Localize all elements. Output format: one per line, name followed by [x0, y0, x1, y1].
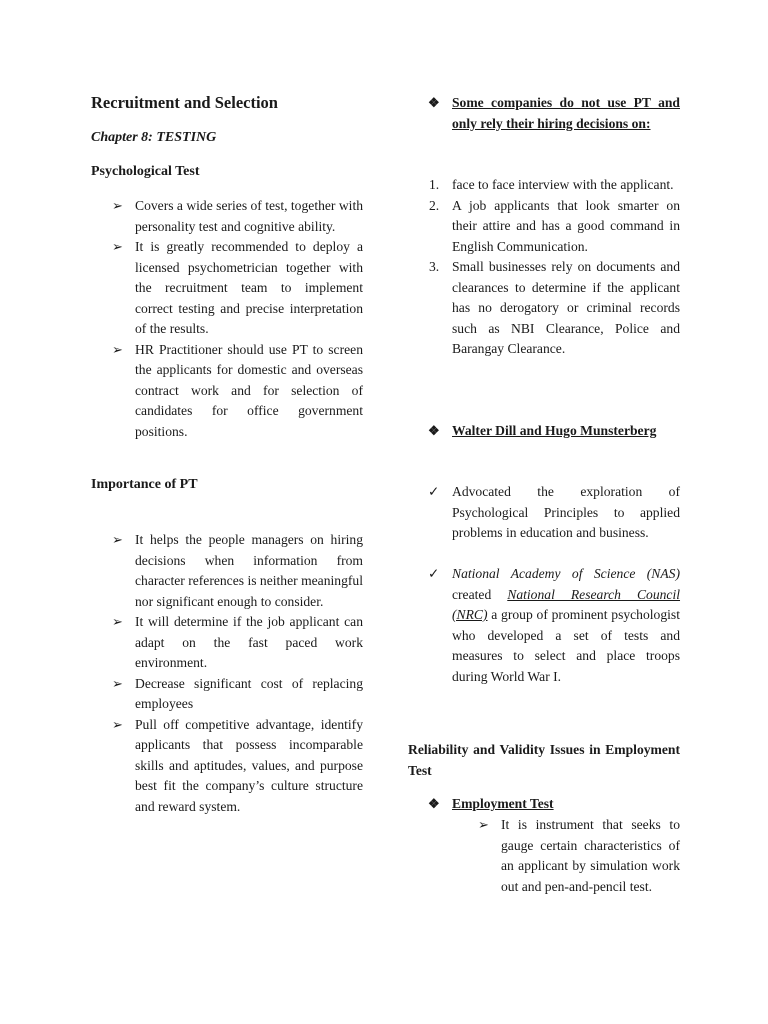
check-icon: ✓: [428, 566, 440, 581]
arrow-bullet-icon: ➢: [112, 341, 123, 357]
nrc-text: National Research Council (NRC): [452, 586, 681, 622]
list-item: ➢ HR Practitioner should use PT to screen the applicants for domestic and overseas contract work and for selection of candidates for office government positions.: [112, 341, 363, 439]
diamond-bullet-icon: ❖: [428, 95, 440, 110]
importance-of-pt-heading: Importance of PT: [91, 477, 198, 492]
list-item: 2. A job applicants that look smarter on their attire and has a good command in English Communication.: [429, 197, 680, 254]
arrow-bullet-icon: ➢: [112, 716, 123, 732]
psychological-test-heading: Psychological Test: [91, 164, 200, 179]
no-pt-list: [408, 175, 680, 360]
list-item: ➢ It is greatly recommended to deploy a licensed psychometrician together with the recruitment team to implement correct testing and precise interpretation of the results.: [112, 239, 363, 336]
psychological-test-list: [91, 196, 363, 442]
diamond-bullet-icon: ❖: [428, 423, 440, 438]
no-pt-heading: ❖ Some companies do not use PT and only rely their hiring decisions on:: [428, 95, 680, 131]
chapter-heading: Chapter 8: TESTING: [91, 130, 217, 145]
page-title: Recruitment and Selection: [91, 93, 278, 112]
importance-of-pt-list: [91, 530, 363, 817]
list-item: ➢ Covers a wide series of test, together with personality test and cognitive ability.: [112, 198, 364, 234]
list-item: ➢ It helps the people managers on hiring decisions when information from character references is neither meaningful nor significant enough to consider.: [112, 532, 363, 609]
list-item: ➢ Decrease significant cost of replacing employees: [112, 675, 363, 711]
item-number: 1.: [429, 177, 440, 192]
list-item: ➢ It will determine if the job applicant can adapt on the fast paced work environment.: [112, 614, 363, 670]
reliability-validity-heading: Reliability and Validity Issues in Employment Test: [408, 742, 680, 778]
nas-text: National Academy of Science (NAS): [452, 566, 680, 581]
list-item: ➢ Pull off competitive advantage, identify applicants that possess incomparable skills and aptitudes, values, and purpose best fit the company’s culture structure and reward system.: [112, 716, 363, 814]
arrow-bullet-icon: ➢: [112, 614, 123, 629]
arrow-bullet-icon: ➢: [112, 532, 123, 547]
check-item-nas: ✓ National Academy of Science (NAS) created National Research Council (NRC) a group of prominent psychologist who developed a set of tests and measures to select and place troops during World War I.: [428, 566, 681, 684]
diamond-bullet-icon: ❖: [428, 796, 440, 811]
walter-dill-heading: ❖ Walter Dill and Hugo Munsterberg: [408, 421, 680, 442]
arrow-bullet-icon: ➢: [478, 817, 489, 832]
employment-test-item: ➢ It is instrument that seeks to gauge certain characteristics of an applicant by simulation work out and pen-and-pencil test.: [478, 817, 680, 894]
arrow-bullet-icon: ➢: [112, 675, 123, 691]
item-number: 2.: [429, 197, 440, 213]
check-icon: ✓: [428, 484, 440, 499]
list-item: 3. Small businesses rely on documents and clearances to determine if the applicant has no derogatory or criminal records such as NBI Clearance, Police and Barangay Clearance.: [429, 259, 680, 356]
employment-test-heading: ❖ Employment Test: [408, 794, 680, 815]
item-number: 3.: [429, 259, 440, 274]
list-item: 1. face to face interview with the applicant.: [408, 175, 680, 196]
arrow-bullet-icon: ➢: [112, 239, 123, 254]
arrow-bullet-icon: ➢: [112, 198, 123, 213]
check-item-advocated: ✓ Advocated the exploration of Psychological Principles to applied problems in education and business.: [428, 484, 680, 540]
